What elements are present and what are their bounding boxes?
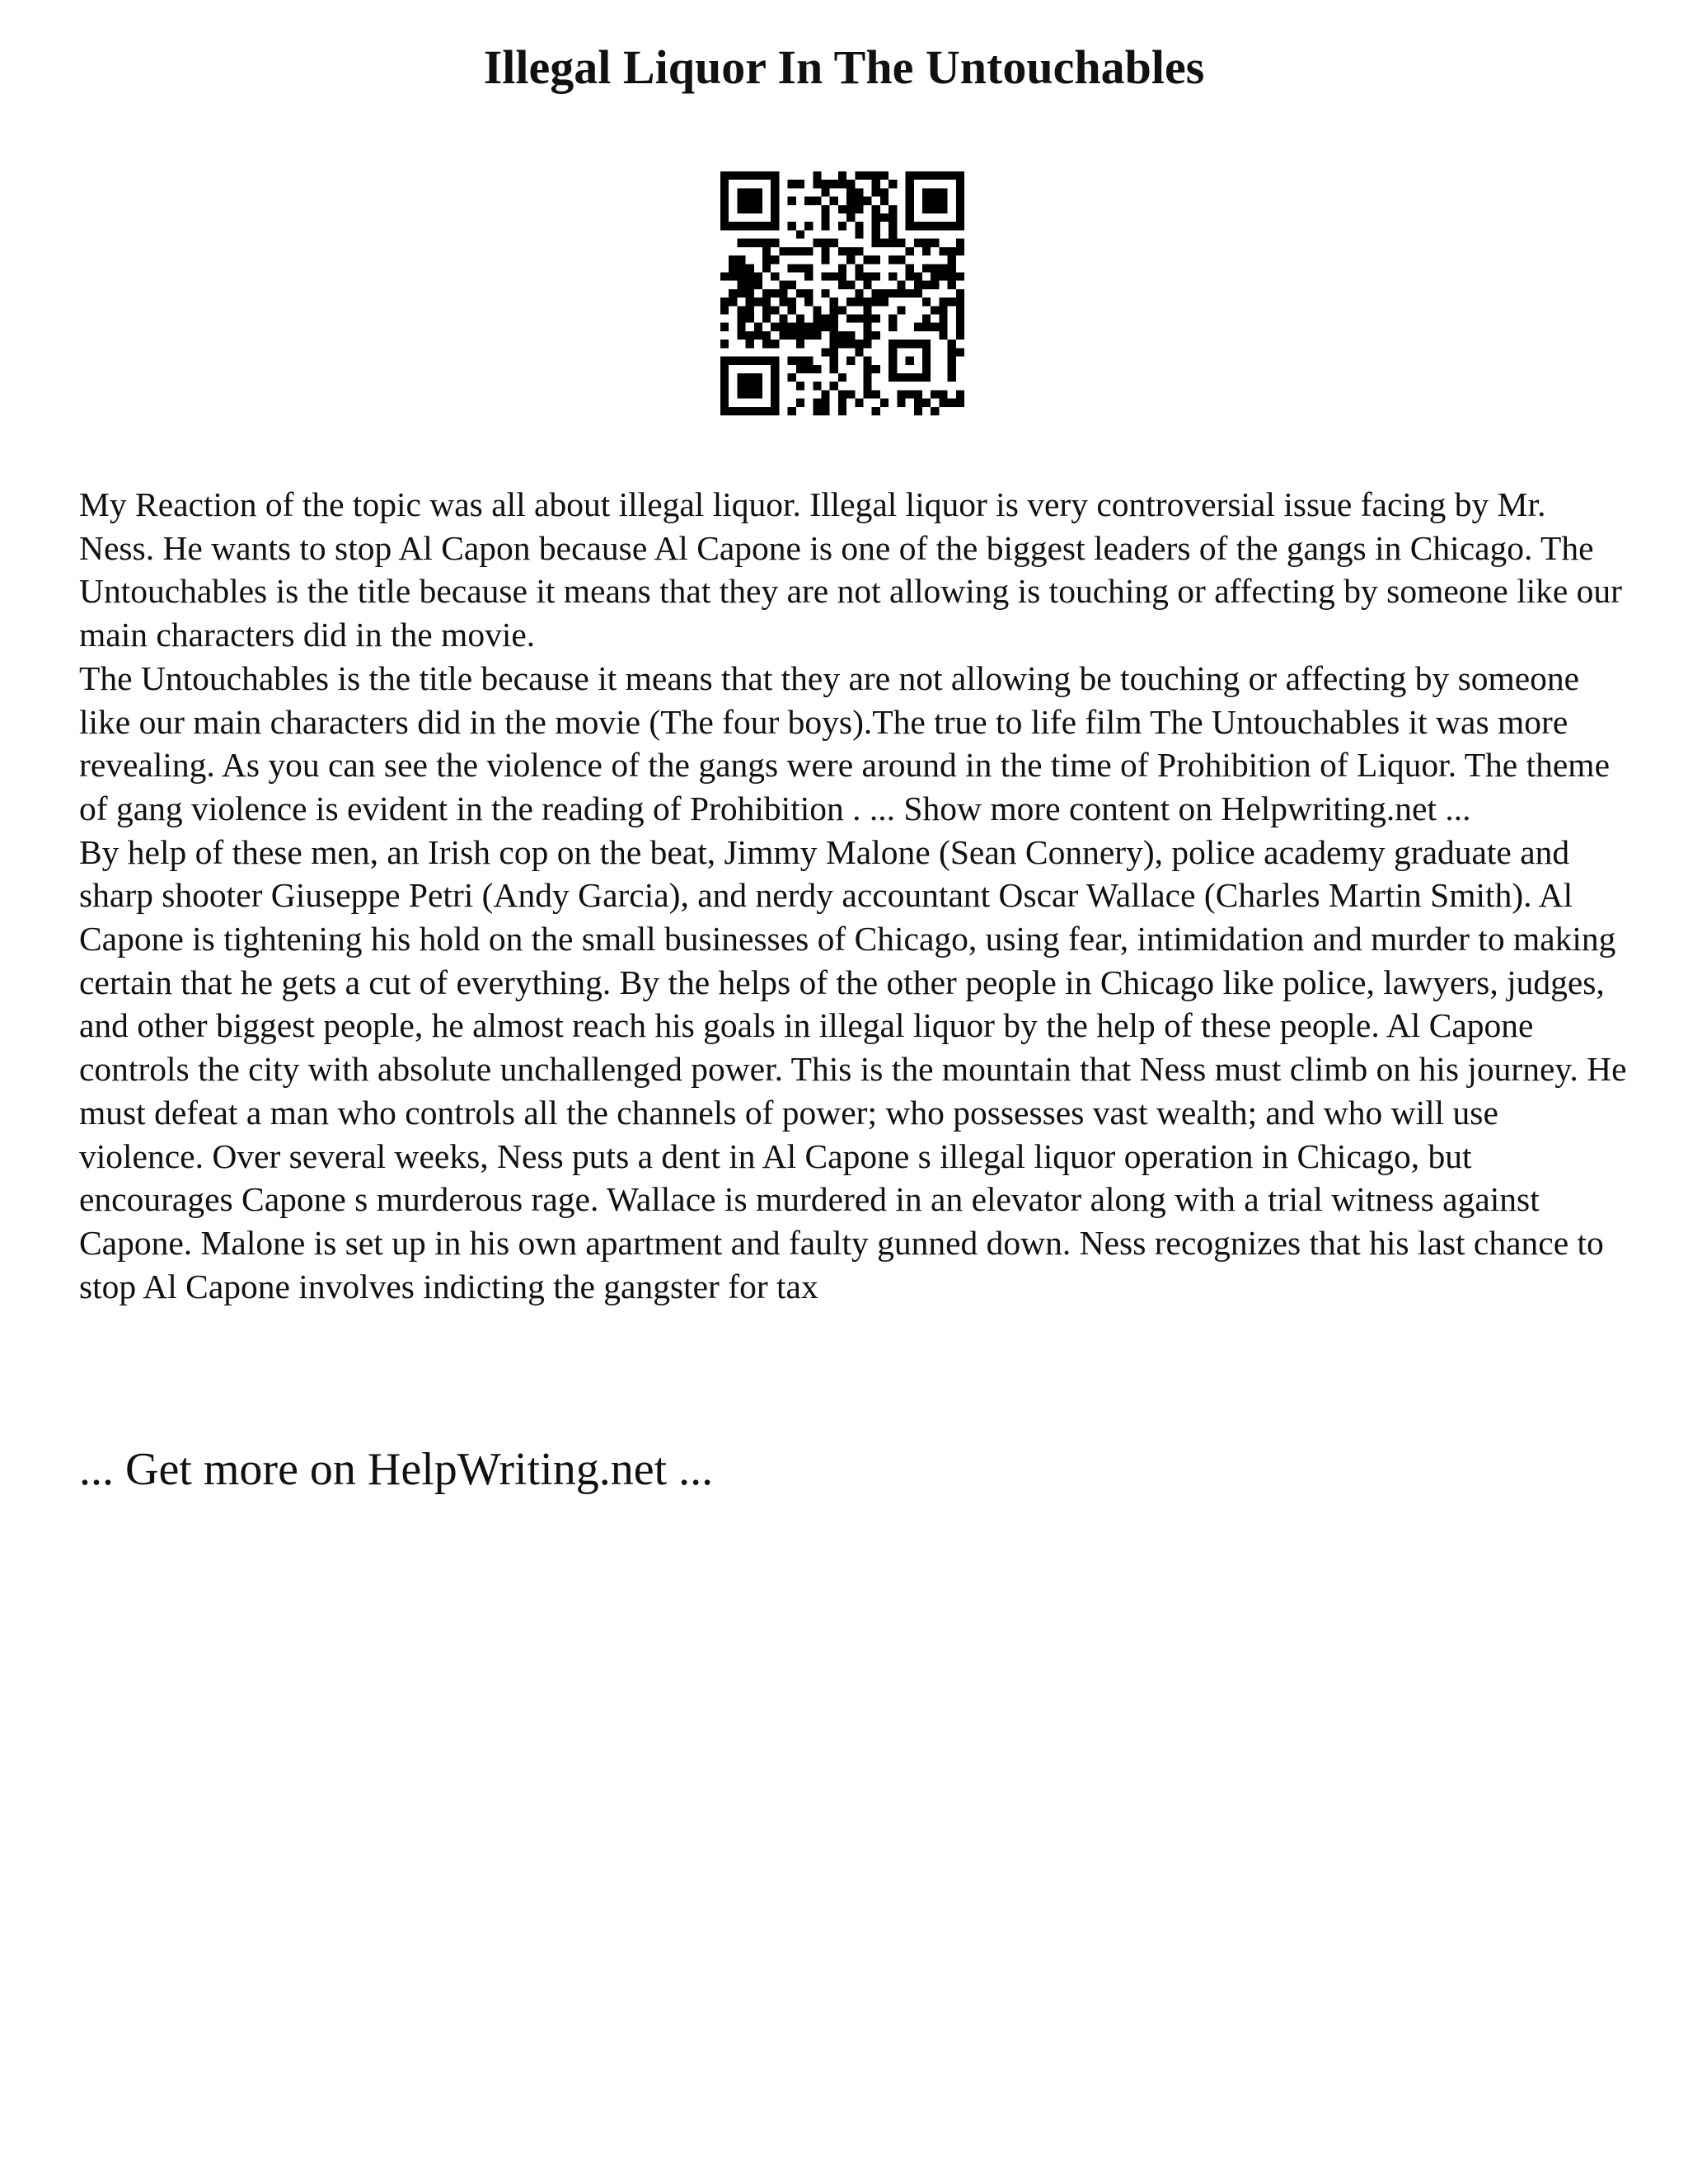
qr-code-icon[interactable] <box>720 171 964 415</box>
get-more-link[interactable]: ... Get more on HelpWriting.net ... <box>79 1444 714 1495</box>
paragraph-plot: By help of these men, an Irish cop on the beat, Jimmy Malone (Sean Connery), police academy graduate and sharp shooter Giuseppe Petri (Andy Garcia), and nerdy accountant Oscar Wallace (Charles Martin Smith). Al Capone is tightening his hold on the small businesses of Chicago, using fear, intimidation and murder to making certain that he gets a cut of everything. By the helps of the other people in Chicago like police, lawyers, judges, and other biggest people, he almost reach his goals in illegal liquor by the help of these people. Al Capone controls the city with absolute unchallenged power. This is the mountain that Ness must climb on his journey. He must defeat a man who controls all the channels of power; who possesses vast wealth; and who will use violence. Over several weeks, Ness puts a dent in Al Capone s illegal liquor operation in Chicago, but encourages Capone s murderous rage. Wallace is murdered in an elevator along with a trial witness against Capone. Malone is set up in his own apartment and faulty gunned down. Ness recognizes that his last chance to stop Al Capone involves indicting the gangster for tax <box>79 832 1627 1305</box>
paragraph-title-meaning: The Untouchables is the title because it means that they are not allowing be touching or affecting by someone like our main characters did in the movie (The four boys).The true to life film The Untouchables it was more revealing. As you can see the violence of the gangs were around in the time of Prohibition of Liquor. The theme of gang violence is evident in the reading of Prohibition . ... Show more content on Helpwriting.net ... <box>79 658 1611 827</box>
page-title: Illegal Liquor In The Untouchables <box>483 40 1205 94</box>
paragraph-reaction: My Reaction of the topic was all about illegal liquor. Illegal liquor is very controversial issue facing by Mr. Ness. He wants to stop Al Capon because Al Capone is one of the biggest leaders of the gangs in Chicago. The Untouchables is the title because it means that they are not allowing is touching or affecting by someone like our main characters did in the movie. <box>79 485 1622 654</box>
article-body <box>79 483 1629 1308</box>
